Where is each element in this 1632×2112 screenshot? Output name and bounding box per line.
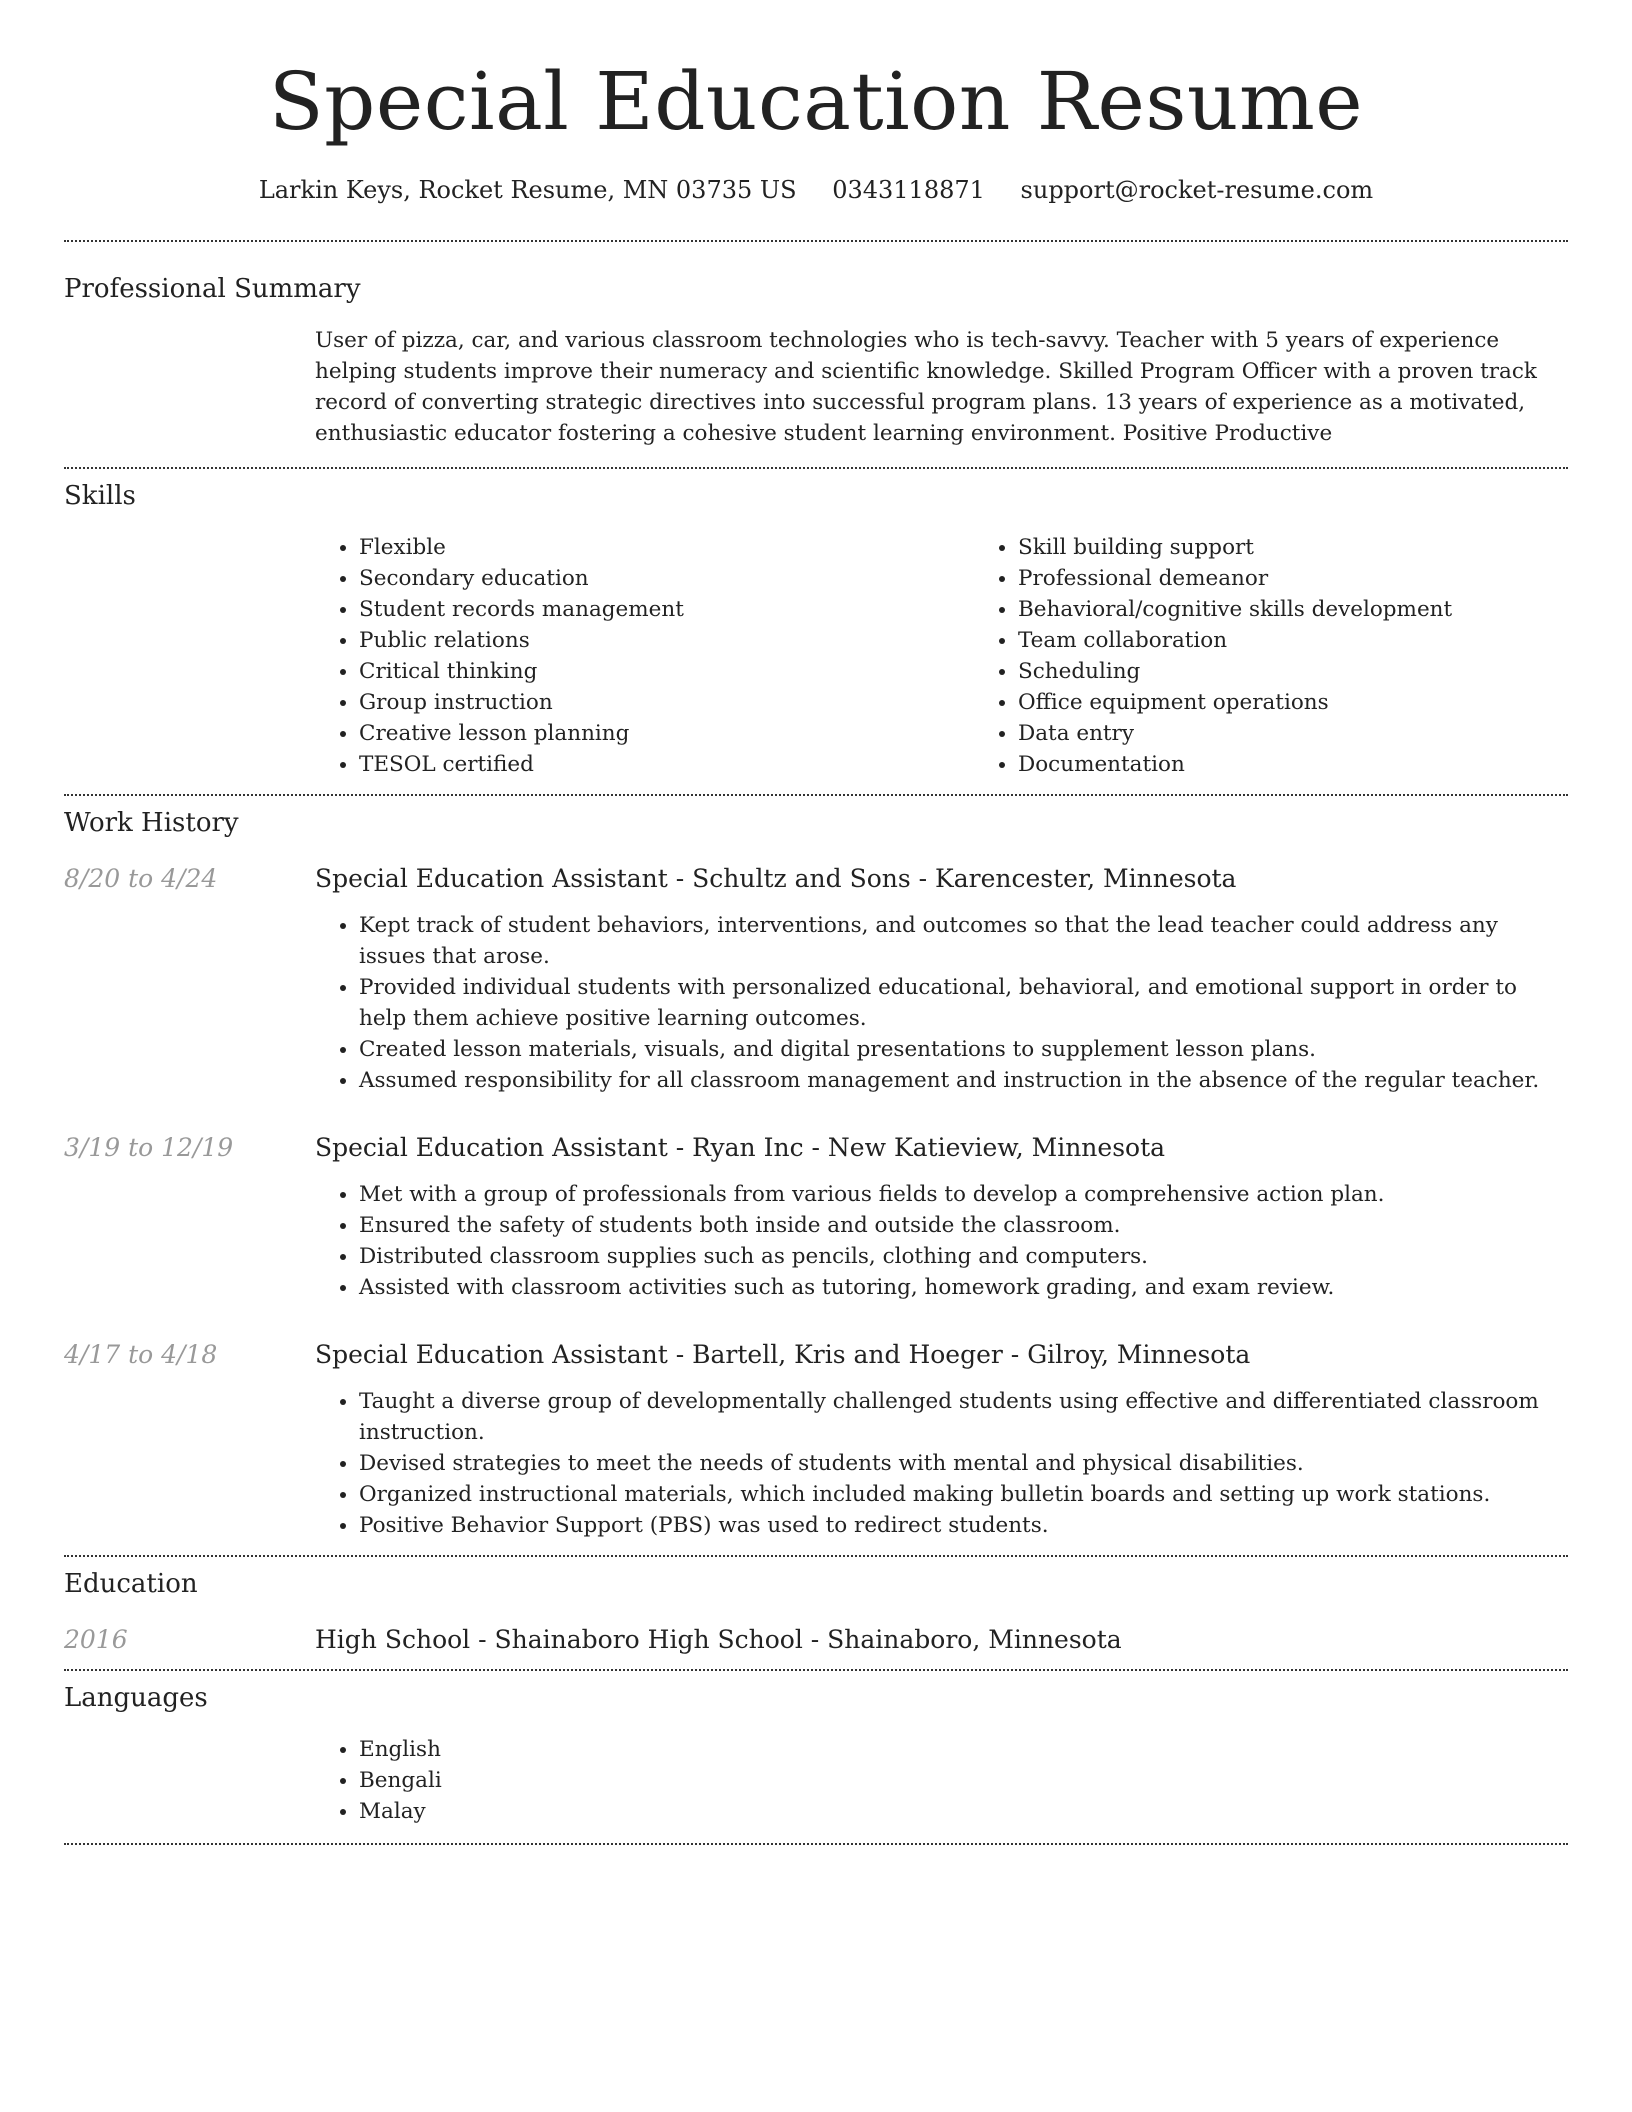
job-dates: 3/19 to 12/19 <box>64 1133 234 1162</box>
skill-item: • Team collaboration <box>1018 625 1568 656</box>
languages-heading: Languages <box>64 1683 208 1713</box>
languages-section <box>64 1671 1568 1843</box>
skill-item: • Scheduling <box>1018 656 1568 687</box>
job-dates: 4/17 to 4/18 <box>64 1340 218 1369</box>
job-bullet: • Created lesson materials, visuals, and digital presentations to supplement lesson plans. <box>359 1034 1568 1065</box>
education-year: 2016 <box>64 1625 128 1654</box>
skill-item: • TESOL certified <box>359 749 974 780</box>
languages-list <box>315 1734 1568 1827</box>
job-bullet: • Kept track of student behaviors, interventions, and outcomes so that the lead teacher could address any issues that arose. <box>359 910 1568 972</box>
summary-text: User of pizza, car, and various classroom technologies who is tech-savvy. Teacher with 5 years of experience helping students improve their numeracy and scientific knowledge. Skilled Program Officer with a proven track record of converting strategic directives into successful program plans. 13 years of experience as a motivated, enthusiastic educator fostering a cohesive student learning environment. Positive Productive <box>315 328 1537 446</box>
education-heading-line: High School - Shainaboro High School - Shainaboro, Minnesota <box>315 1625 1122 1654</box>
skill-item: • Group instruction <box>359 687 974 718</box>
skill-item: • Data entry <box>1018 718 1568 749</box>
skills-heading: Skills <box>64 481 136 511</box>
job-bullet: • Ensured the safety of students both inside and outside the classroom. <box>359 1210 1568 1241</box>
skills-list-left <box>315 532 974 780</box>
contact-email: support@rocket-resume.com <box>1020 176 1374 204</box>
skill-item: • Behavioral/cognitive skills development <box>1018 594 1568 625</box>
section-divider <box>64 1843 1568 1845</box>
work-history-heading: Work History <box>64 808 239 838</box>
skill-item: • Public relations <box>359 625 974 656</box>
job-dates: 8/20 to 4/24 <box>64 864 218 893</box>
education-section <box>64 1557 1568 1669</box>
summary-section <box>64 242 1568 467</box>
job-bullet: • Organized instructional materials, which included making bulletin boards and setting up work stations. <box>359 1479 1568 1510</box>
skill-item: • Skill building support <box>1018 532 1568 563</box>
job-bullets <box>315 1179 1568 1303</box>
job-bullet: • Met with a group of professionals from various fields to develop a comprehensive action plan. <box>359 1179 1568 1210</box>
job-bullet: • Positive Behavior Support (PBS) was used to redirect students. <box>359 1510 1568 1541</box>
education-heading: Education <box>64 1569 198 1599</box>
job-heading: Special Education Assistant - Ryan Inc - New Katieview, Minnesota <box>315 1133 1166 1162</box>
language-item: • Malay <box>359 1796 1568 1827</box>
job-heading: Special Education Assistant - Bartell, Kris and Hoeger - Gilroy, Minnesota <box>315 1340 1251 1369</box>
skills-list-right <box>974 532 1568 780</box>
job-bullets <box>315 1386 1568 1541</box>
job-entry <box>64 862 1568 1096</box>
skill-item: • Documentation <box>1018 749 1568 780</box>
language-item: • English <box>359 1734 1568 1765</box>
skill-item: • Professional demeanor <box>1018 563 1568 594</box>
skill-item: • Flexible <box>359 532 974 563</box>
job-bullet: • Assisted with classroom activities such as tutoring, homework grading, and exam review. <box>359 1272 1568 1303</box>
skill-item: • Secondary education <box>359 563 974 594</box>
job-bullet: • Provided individual students with personalized educational, behavioral, and emotional support in order to help them achieve positive learning outcomes. <box>359 972 1568 1034</box>
skills-section <box>64 469 1568 794</box>
resume-title: Special Education Resume <box>268 55 1364 148</box>
job-heading: Special Education Assistant - Schultz and Sons - Karencester, Minnesota <box>315 864 1237 893</box>
language-item: • Bengali <box>359 1765 1568 1796</box>
contact-address: Larkin Keys, Rocket Resume, MN 03735 US <box>258 176 797 204</box>
job-bullet: • Assumed responsibility for all classroom management and instruction in the absence of the regular teacher. <box>359 1065 1568 1096</box>
job-bullets <box>315 910 1568 1096</box>
summary-heading: Professional Summary <box>64 274 361 304</box>
contact-phone: 0343118871 <box>832 176 985 204</box>
skill-item: • Office equipment operations <box>1018 687 1568 718</box>
job-entry <box>64 1338 1568 1541</box>
job-bullet: • Distributed classroom supplies such as pencils, clothing and computers. <box>359 1241 1568 1272</box>
contact-line <box>64 174 1568 206</box>
job-bullet: • Devised strategies to meet the needs of students with mental and physical disabilities. <box>359 1448 1568 1479</box>
work-history-section <box>64 796 1568 1555</box>
skill-item: • Student records management <box>359 594 974 625</box>
job-entry <box>64 1131 1568 1303</box>
skill-item: • Critical thinking <box>359 656 974 687</box>
resume-header <box>64 0 1568 206</box>
skill-item: • Creative lesson planning <box>359 718 974 749</box>
job-bullet: • Taught a diverse group of developmentally challenged students using effective and differentiated classroom instruction. <box>359 1386 1568 1448</box>
